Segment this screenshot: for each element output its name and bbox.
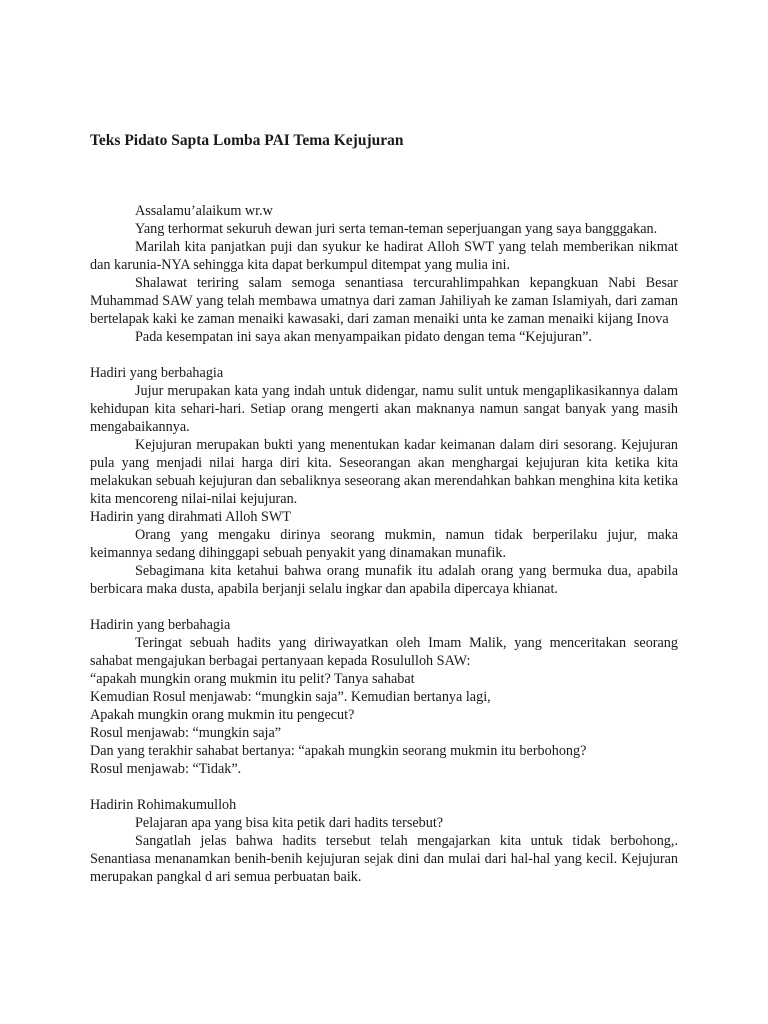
paragraph: Kejujuran merupakan bukti yang menentukan kadar keimanan dalam diri sesorang. Kejujuran pula yang menjadi nilai harga diri kita. Seseorangan akan menghargai kejujuran kita ketika kita melakukan sebuah kejujuran dan sebaliknya seseorang akan merendahkan bahkan menghina kita ketika kita mencoreng nilai-nilai kejujuran. — [90, 437, 678, 507]
greeting-paragraph: Assalamu’alaikum wr.w — [135, 203, 273, 219]
paragraph: Shalawat teriring salam semoga senantiasa tercurahlimpahkan kepangkuan Nabi Besar Muhammad SAW yang telah membawa umatnya dari zaman Jahiliyah ke zaman Islamiyah, dari zaman bertelapak kaki ke zaman menaiki kawasaki, dari zaman menaiki unta ke zaman menaiki kijang Inova — [90, 275, 678, 327]
paragraph: Sangatlah jelas bahwa hadits tersebut telah mengajarkan kita untuk tidak berbohong,. Senantiasa menanamkan benih-benih kejujuran sejak dini dan mulai dari hal-hal yang kecil. Kejujuran merupakan pangkal d ari semua perbuatan baik. — [90, 833, 678, 885]
paragraph: Pada kesempatan ini saya akan menyampaikan pidato dengan tema “Kejujuran”. — [135, 329, 592, 345]
paragraph: Sebagimana kita ketahui bahwa orang munafik itu adalah orang yang bermuka dua, apabila berbicara maka dusta, apabila berjanji selalu ingkar dan apabila dipercaya khianat. — [90, 563, 678, 597]
dialogue-line: Kemudian Rosul menjawab: “mungkin saja”. Kemudian bertanya lagi, — [90, 689, 491, 705]
section-heading: Hadirin yang berbahagia — [90, 617, 231, 633]
paragraph: Yang terhormat sekuruh dewan juri serta teman-teman seperjuangan yang saya bangggakan. — [135, 221, 658, 237]
dialogue-line: Rosul menjawab: “mungkin saja” — [90, 725, 282, 741]
dialogue-line: “apakah mungkin orang mukmin itu pelit? Tanya sahabat — [90, 671, 415, 687]
dialogue-line: Rosul menjawab: “Tidak”. — [90, 761, 242, 777]
paragraph: Orang yang mengaku dirinya seorang mukmin, namun tidak berperilaku jujur, maka keimannya sedang dihinggapi sebuah penyakit yang dinamakan munafik. — [90, 527, 678, 561]
document-body — [90, 130, 678, 886]
paragraph: Pelajaran apa yang bisa kita petik dari hadits tersebut? — [135, 815, 444, 831]
section-heading: Hadiri yang berbahagia — [90, 365, 224, 381]
dialogue-line: Dan yang terakhir sahabat bertanya: “apakah mungkin seorang mukmin itu berbohong? — [90, 743, 587, 759]
section-heading: Hadirin yang dirahmati Alloh SWT — [90, 509, 291, 525]
dialogue-line: Apakah mungkin orang mukmin itu pengecut? — [90, 707, 355, 723]
document-title: Teks Pidato Sapta Lomba PAI Tema Kejujuran — [90, 132, 404, 149]
section-heading: Hadirin Rohimakumulloh — [90, 797, 237, 813]
paragraph: Jujur merupakan kata yang indah untuk didengar, namu sulit untuk mengaplikasikannya dalam kehidupan kita sehari-hari. Setiap orang mengerti akan maknanya namun sangat banyak yang masih mengabaikannya. — [90, 383, 678, 435]
paragraph: Marilah kita panjatkan puji dan syukur ke hadirat Alloh SWT yang telah memberikan nikmat dan karunia-NYA sehingga kita dapat berkumpul ditempat yang mulia ini. — [90, 239, 678, 273]
paragraph: Teringat sebuah hadits yang diriwayatkan oleh Imam Malik, yang menceritakan seorang sahabat mengajukan berbagai pertanyaan kepada Rosululloh SAW: — [90, 635, 678, 669]
